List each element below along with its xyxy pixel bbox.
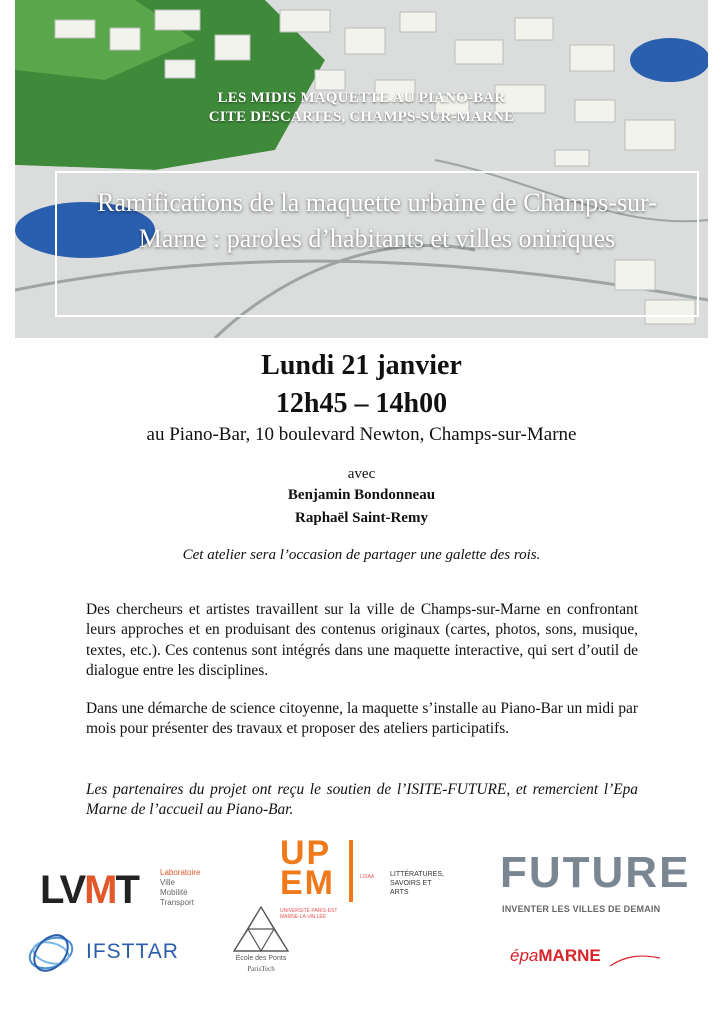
- hero-banner: [15, 0, 708, 338]
- event-venue: au Piano-Bar, 10 boulevard Newton, Champs-sur-Marne: [146, 424, 577, 445]
- title-frame: [55, 171, 699, 317]
- future-wordmark: FUTURE: [500, 848, 691, 897]
- ponts-subname: ParisTech: [247, 965, 275, 973]
- speaker-name: Benjamin Bondonneau: [287, 487, 436, 503]
- lvmt-logo: [40, 864, 210, 914]
- future-logo: [500, 848, 691, 920]
- lisaa-label: LISAA: [360, 874, 375, 880]
- lvmt-subtitle: Laboratoire Ville Mobilité Transport: [160, 868, 201, 907]
- event-time: 12h45 – 14h00: [275, 388, 448, 419]
- upem-wordmark: UP EM: [280, 834, 335, 902]
- ifsttar-swirl-icon: [22, 926, 80, 981]
- epamarne-swoosh-icon: [510, 946, 670, 976]
- triangle-emblem-icon: [226, 905, 296, 953]
- event-date: Lundi 21 janvier: [261, 350, 462, 381]
- upem-logo: [280, 834, 470, 928]
- ltsa-label: LITTÉRATURES, SAVOIRS ET ARTS: [390, 871, 444, 896]
- future-tagline: INVENTER LES VILLES DE DEMAIN: [502, 904, 661, 914]
- with-label: avec: [347, 466, 376, 482]
- epamarne-wordmark: épaMARNE: [510, 946, 601, 965]
- upem-university-name: UNIVERSITÉ PARIS-EST MARNE-LA-VALLÉE: [280, 908, 338, 920]
- speaker-name: Raphaël Saint-Remy: [295, 510, 428, 526]
- epamarne-logo: [510, 946, 670, 976]
- lvmt-wordmark: LVMT: [40, 868, 138, 912]
- acknowledgement-paragraph: Les partenaires du projet ont reçu le soutien de l’ISITE-FUTURE, et remercient l’Epa Marne de l’accueil au Piano-Bar.: [86, 781, 638, 819]
- event-title: Ramifications de la maquette urbaine de Champs-sur-Marne : paroles d’habitants et villes oniriques: [97, 188, 657, 253]
- ecole-des-ponts-logo: [226, 905, 296, 985]
- kicker-line-1: LES MIDIS MAQUETTE AU PIANO-BAR: [217, 90, 506, 106]
- ponts-name: École des Ponts: [235, 955, 287, 962]
- body-paragraph-2: Dans une démarche de science citoyenne, la maquette s’installe au Piano-Bar un midi par mois pour présenter des travaux et proposer des ateliers participatifs.: [86, 700, 638, 738]
- ifsttar-logo: [22, 926, 202, 981]
- kicker-line-2: CITE DESCARTES, CHAMPS-SUR-MARNE: [208, 109, 515, 125]
- event-note: Cet atelier sera l’occasion de partager une galette des rois.: [182, 547, 541, 563]
- ifsttar-wordmark: IFSTTAR: [86, 940, 179, 963]
- body-paragraph-1: Des chercheurs et artistes travaillent sur la ville de Champs-sur-Marne en confrontant leurs approches et en produisant des contenus originaux (cartes, photos, sons, musique, textes, etc.). Ces contenus sont intégrés dans une maquette interactive, qui sert d’outil de dialogue entre les disciplines.: [86, 601, 638, 679]
- upem-divider: [349, 840, 353, 902]
